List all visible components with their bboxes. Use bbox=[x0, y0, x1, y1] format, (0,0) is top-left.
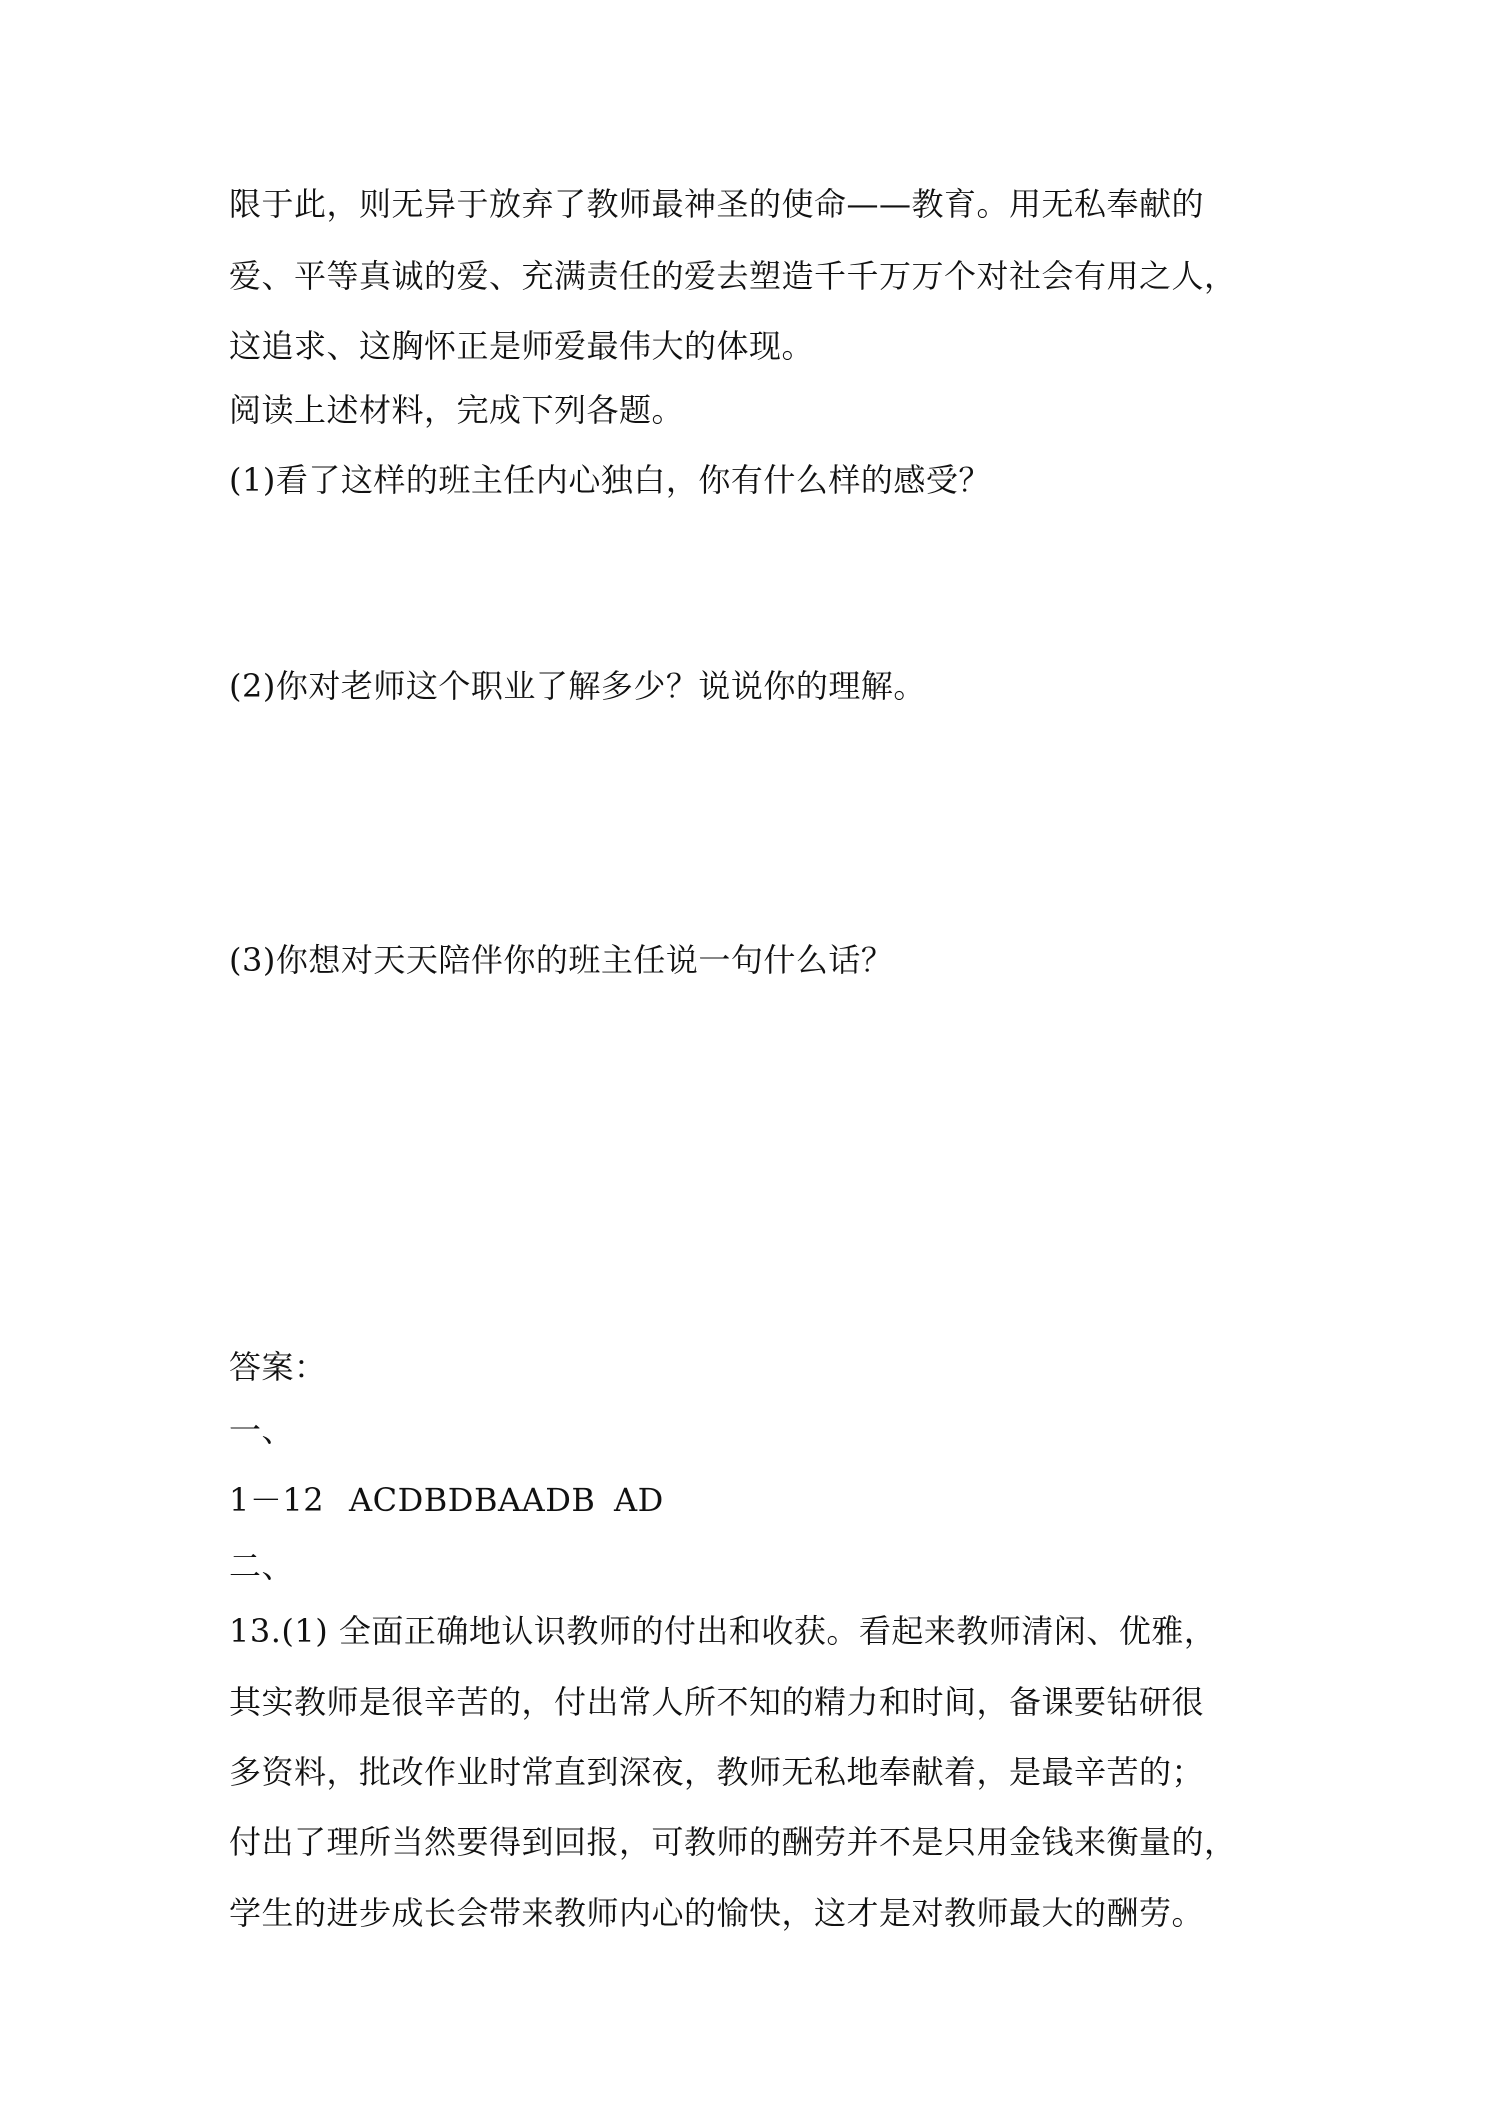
section-1-answers bbox=[229, 1480, 1309, 1520]
section-1-label: 一、 bbox=[229, 1411, 295, 1449]
question-3: (3)你想对天天陪伴你的班主任说一句什么话？ bbox=[229, 941, 894, 979]
instructions: 阅读上述材料，完成下列各题。 bbox=[229, 391, 685, 429]
section-2-label: 二、 bbox=[229, 1547, 295, 1585]
answer-13-line: 学生的进步成长会带来教师内心的愉快，这才是对教师最大的酬劳。 bbox=[229, 1894, 1205, 1932]
passage-line: 限于此，则无异于放弃了教师最神圣的使命——教育。用无私奉献的 bbox=[229, 185, 1205, 223]
answer-range: 1－12 bbox=[229, 1481, 325, 1519]
answer-13-line: 付出了理所当然要得到回报，可教师的酬劳并不是只用金钱来衡量的， bbox=[229, 1823, 1237, 1861]
answer-13-line: 其实教师是很辛苦的，付出常人所不知的精力和时间，备课要钻研很 bbox=[229, 1683, 1205, 1721]
answer-code-group: ACDBD bbox=[349, 1481, 474, 1519]
answer-code-group: AD bbox=[614, 1481, 664, 1519]
passage-line: 这追求、这胸怀正是师爱最伟大的体现。 bbox=[229, 327, 815, 365]
answer-13-line: 13.(1) 全面正确地认识教师的付出和收获。看起来教师清闲、优雅， bbox=[229, 1612, 1217, 1650]
passage-line: 爱、平等真诚的爱、充满责任的爱去塑造千千万万个对社会有用之人， bbox=[229, 257, 1237, 295]
answer-13-line: 多资料，批改作业时常直到深夜，教师无私地奉献着，是最辛苦的； bbox=[229, 1753, 1205, 1791]
question-2: (2)你对老师这个职业了解多少？说说你的理解。 bbox=[229, 667, 926, 705]
answer-code-group: BAADB bbox=[474, 1481, 596, 1519]
question-1: (1)看了这样的班主任内心独白，你有什么样的感受？ bbox=[229, 461, 991, 499]
answers-heading: 答案： bbox=[229, 1348, 327, 1386]
